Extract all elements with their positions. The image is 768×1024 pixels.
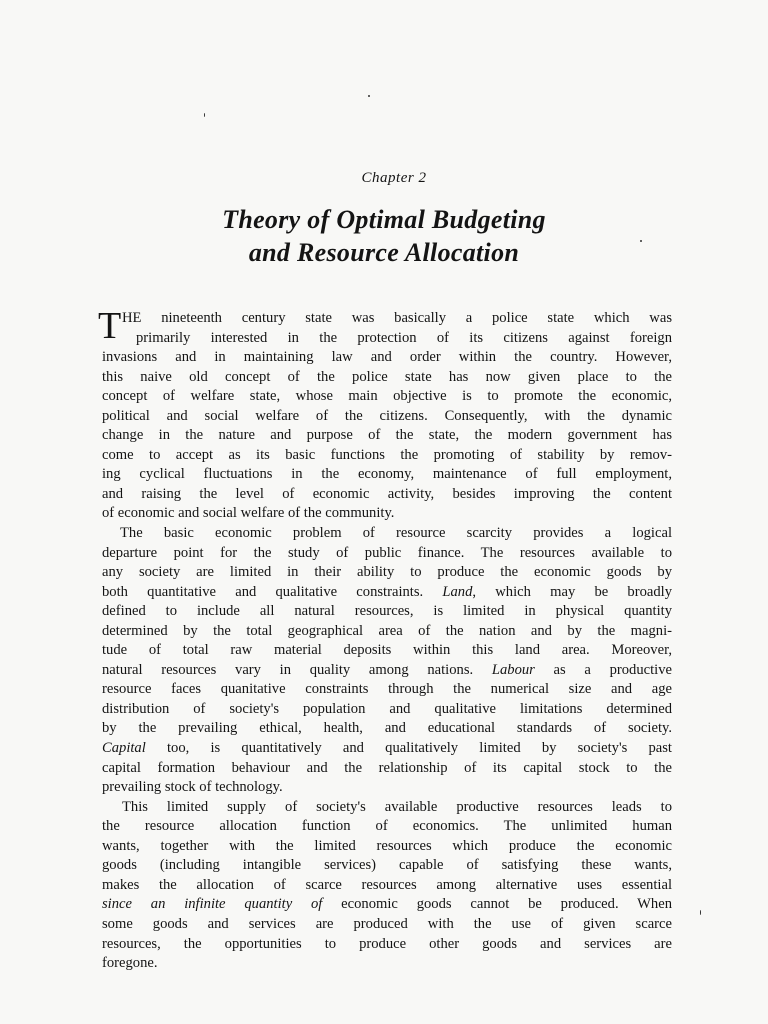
emphasis-land: Land [442, 583, 473, 600]
text-line: any society are limited in their ability to produce the economic goods by [102, 564, 672, 581]
text-line: this naive old concept of the police state has now given place to the [102, 368, 672, 385]
text-line-mixed [102, 583, 672, 603]
text-line: capital formation behaviour and the relationship of its capital stock to the [102, 759, 672, 776]
text-line: concept of welfare state, whose main objective is to promote the economic, [102, 388, 672, 405]
text-line: tude of total raw material deposits within this land area. Moreover, [102, 642, 672, 659]
text-line: by the prevailing ethical, health, and educational standards of society. [102, 720, 672, 737]
text-line: some goods and services are produced with the use of given scarce [102, 915, 672, 932]
text-line: political and social welfare of the citizens. Consequently, with the dynamic [102, 407, 672, 424]
chapter-title-line-1: Theory of Optimal Budgeting [222, 205, 546, 234]
emphasis-labour: Labour [491, 661, 535, 678]
text-segment: as a productive [534, 661, 672, 678]
text-line: distribution of society's population and qualitative limitations determined [102, 700, 672, 717]
text-line: of economic and social welfare of the community. [102, 505, 395, 522]
emphasis-capital: Capital [102, 740, 146, 757]
text-line: goods (including intangible services) capable of satisfying these wants, [102, 857, 672, 874]
text-line: foregone. [102, 955, 158, 972]
scan-speck [204, 113, 205, 117]
text-line: change in the nature and purpose of the state, the modern government has [102, 427, 672, 444]
text-line-mixed [102, 739, 672, 759]
text-line: resources, the opportunities to produce other goods and services are [102, 935, 672, 952]
scan-speck [640, 240, 642, 242]
text-line: departure point for the study of public finance. The resources available to [102, 544, 672, 561]
chapter-title-line-2: and Resource Allocation [248, 238, 520, 267]
text-line: come to accept as its basic functions the promoting of stability by remov- [102, 446, 672, 463]
emphasis-infinite: since an infinite quantity of [102, 896, 323, 913]
text-line: HE nineteenth century state was basically a police state which was [122, 310, 672, 326]
text-line: wants, together with the limited resources which produce the economic [102, 837, 672, 854]
body-text [98, 305, 672, 974]
text-line-mixed [102, 661, 672, 681]
text-line: makes the allocation of scarce resources among alternative uses essential [102, 876, 672, 893]
scan-speck [700, 910, 701, 915]
text-line: The basic economic problem of resource scarcity provides a logical [120, 525, 672, 542]
text-line: prevailing stock of technology. [102, 779, 283, 796]
scan-speck [368, 95, 370, 97]
text-line-mixed [102, 895, 672, 915]
text-segment: economic goods cannot be produced. When [322, 896, 672, 913]
chapter-label: Chapter 2 [361, 170, 427, 186]
text-segment: too, is quantitatively and qualitatively limited by society's past [145, 740, 672, 757]
text-line: and raising the level of economic activity, besides improving the content [102, 485, 672, 502]
text-segment: , which may be broadly [472, 583, 672, 600]
chapter-title [0, 203, 768, 269]
text-line: defined to include all natural resources, is limited in physical quantity [102, 603, 672, 620]
text-line: This limited supply of society's available productive resources leads to [122, 798, 672, 815]
text-line: resource faces quanitative constraints through the numerical size and age [102, 681, 672, 698]
text-segment: both quantitative and qualitative constraints. [102, 583, 424, 600]
text-line: invasions and in maintaining law and order within the country. However, [102, 349, 672, 366]
text-line: primarily interested in the protection of its citizens against foreign [136, 329, 672, 346]
text-line: ing cyclical fluctuations in the economy, maintenance of full employment, [102, 466, 672, 483]
text-segment: natural resources vary in quality among nations. [102, 661, 474, 678]
text-line: determined by the total geographical area of the nation and by the magni- [102, 622, 672, 639]
drop-cap: T [98, 305, 122, 347]
text-line: the resource allocation function of economics. The unlimited human [102, 818, 672, 835]
